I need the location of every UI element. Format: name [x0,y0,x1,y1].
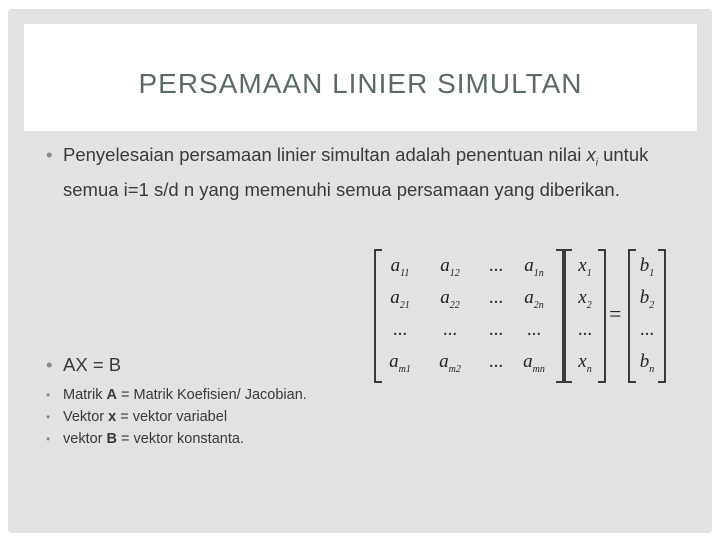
bullet-icon: • [46,410,51,424]
matrix-a-element: $a_{11}$ [390,255,410,279]
definition-item: • Vektor x = vektor variabel [46,409,228,425]
equals-sign: = [609,301,622,326]
matrix-a-element: $a_{mn}$ [523,351,545,375]
vector-x-element: $x_2$ [578,287,592,311]
matrix-a-element: $a_{22}$ [440,287,460,311]
matrix-a-element: ... [488,319,504,340]
matrix-equation [366,245,676,385]
vector-b-element: ... [639,319,655,340]
bullet-icon: • [46,432,51,446]
vector-b-element: $b_2$ [639,287,655,311]
matrix-a-element: ... [392,319,408,340]
matrix-a-element: $a_{2n}$ [524,287,544,311]
matrix-a-right-bracket [556,249,564,383]
vector-b-left-bracket [628,249,636,383]
bullet-equation [46,354,121,376]
bullet-icon: • [46,354,53,375]
vector-x-element: $x_n$ [578,351,592,375]
title-box [24,24,697,131]
vector-x-left-bracket [564,249,572,383]
bullet-icon: • [46,388,51,402]
bullet-intro [46,142,703,203]
vector-x-element: $x_1$ [578,255,592,279]
slide-title: PERSAMAAN LINIER SIMULTAN [138,68,583,99]
matrix-a-element: $a_{21}$ [390,287,410,311]
matrix-a-element: ... [526,319,542,340]
vector-b-right-bracket [658,249,666,383]
matrix-a-element: ... [488,255,504,276]
intro-variable: $x_i$ [586,144,598,169]
matrix-a-element: $a_{1n}$ [524,255,544,279]
matrix-a-element: ... [488,351,504,372]
definition-item: • Matrik A = Matrik Koefisien/ Jacobian. [46,387,307,403]
vector-x-element: ... [577,319,593,340]
matrix-a-element: $a_{m2}$ [439,351,461,375]
definition-item: • vektor B = vektor konstanta. [46,431,244,447]
intro-text-after: untuk semua i=1 s/d n yang memenuhi semua persamaan yang diberikan. [63,144,649,200]
vector-b-element: $b_n$ [639,351,655,375]
vector-b-element: $b_1$ [639,255,655,279]
matrix-a-left-bracket [374,249,382,383]
bullet-icon: • [46,144,53,165]
equation-text: AX = B [63,354,122,375]
matrix-a-element: ... [488,287,504,308]
intro-text-before: Penyelesaian persamaan linier simultan adalah penentuan nilai [63,144,587,165]
matrix-a-element: ... [442,319,458,340]
matrix-a-element: $a_{12}$ [440,255,460,279]
matrix-a-element: $a_{m1}$ [389,351,411,375]
vector-x-right-bracket [598,249,606,383]
